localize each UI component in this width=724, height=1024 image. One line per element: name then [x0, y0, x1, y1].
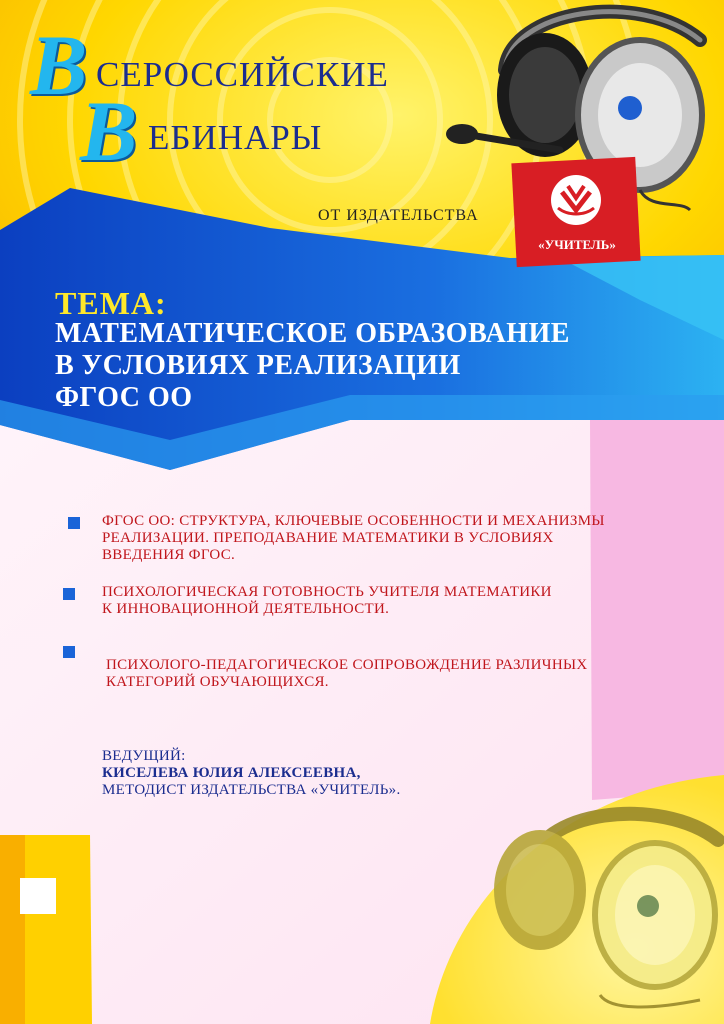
publisher-logo-caption: «УЧИТЕЛЬ»	[538, 237, 616, 252]
title-initial-2: В	[80, 83, 138, 179]
host-name: КИСЕЛЕВА ЮЛИЯ АЛЕКСЕЕВНА,	[102, 765, 361, 781]
square-bullet-icon	[68, 517, 80, 529]
topic-line: ВВЕДЕНИЯ ФГОС.	[102, 547, 236, 563]
from-publisher-text: ОТ ИЗДАТЕЛЬСТВА	[318, 207, 479, 224]
title-rest-2: ЕБИНАРЫ	[148, 118, 323, 157]
host-position: МЕТОДИСТ ИЗДАТЕЛЬСТВА «УЧИТЕЛЬ».	[102, 782, 401, 798]
square-bullet-icon	[63, 646, 75, 658]
square-bullet-icon	[63, 588, 75, 600]
topic-line: РЕАЛИЗАЦИИ. ПРЕПОДАВАНИЕ МАТЕМАТИКИ В УСЛОВИЯХ	[102, 530, 554, 546]
topic-line: ПСИХОЛОГИЧЕСКАЯ ГОТОВНОСТЬ УЧИТЕЛЯ МАТЕМАТИКИ	[102, 584, 552, 600]
topic-line: К ИННОВАЦИОННОЙ ДЕЯТЕЛЬНОСТИ.	[102, 601, 390, 617]
topic-line: КАТЕГОРИЙ ОБУЧАЮЩИХСЯ.	[106, 674, 329, 690]
topic-line: ФГОС ОО: СТРУКТУРА, КЛЮЧЕВЫЕ ОСОБЕННОСТИ И МЕХАНИЗМЫ	[102, 513, 605, 529]
theme-label: ТЕМА:	[55, 285, 167, 321]
theme-line: МАТЕМАТИЧЕСКОЕ ОБРАЗОВАНИЕ	[55, 318, 570, 349]
title-rest-1: СЕРОССИЙСКИЕ	[96, 55, 389, 94]
theme-line: В УСЛОВИЯХ РЕАЛИЗАЦИИ	[55, 350, 461, 381]
host-label: ВЕДУЩИЙ:	[102, 748, 186, 764]
theme-line: ФГОС ОО	[55, 382, 193, 413]
title-initial-1: В	[30, 17, 88, 113]
topic-line: ПСИХОЛОГО-ПЕДАГОГИЧЕСКОЕ СОПРОВОЖДЕНИЕ РАЗЛИЧНЫХ	[106, 657, 588, 673]
square-deco	[20, 878, 56, 914]
host-name-wrap	[102, 765, 361, 782]
